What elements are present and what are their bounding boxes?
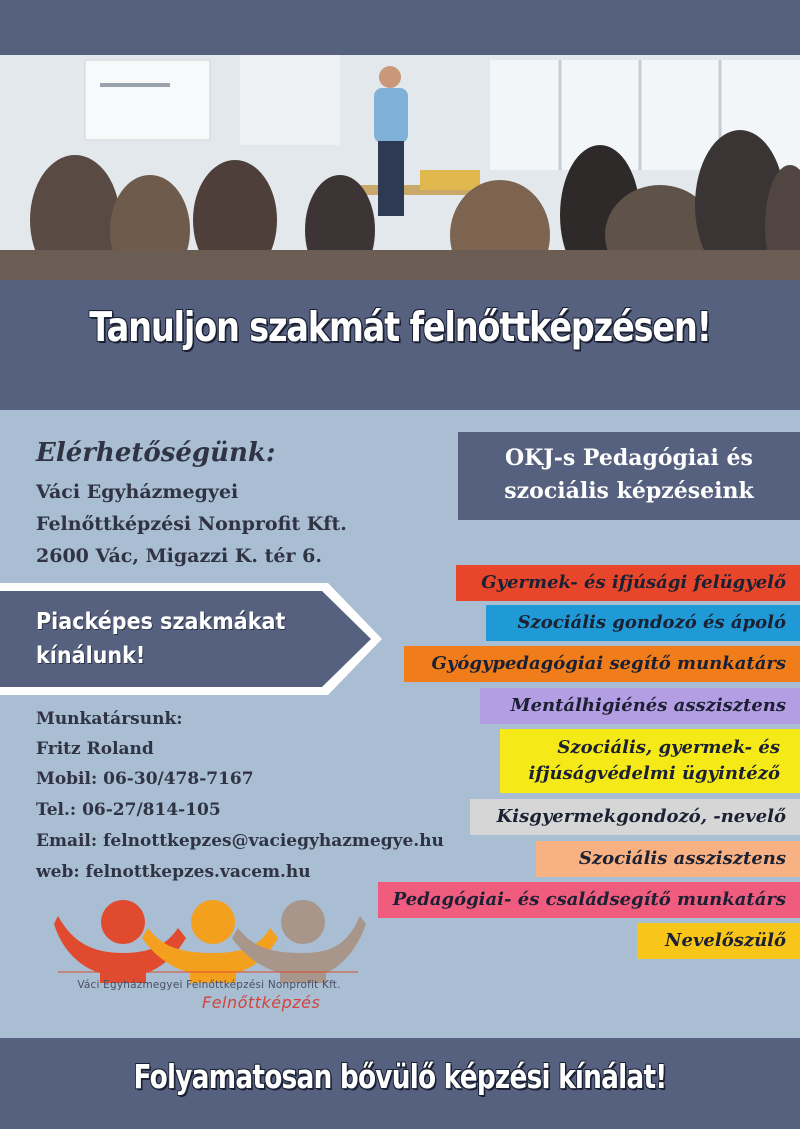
contact-org-line-2: Felnőttképzési Nonprofit Kft.: [36, 513, 347, 535]
okj-box-line-1: OKJ-s Pedagógiai és: [505, 445, 753, 471]
course-item-8: [378, 882, 800, 918]
logo-org-name: Váci Egyházmegyei Felnőttképzési Nonprofit Kft.: [77, 979, 341, 991]
course-label: Szociális asszisztens: [578, 848, 786, 869]
course-label: Gyógypedagógiai segítő munkatárs: [431, 653, 786, 674]
contact-org-line-1: Váci Egyházmegyei: [36, 481, 239, 503]
course-item-3: [404, 646, 800, 682]
course-item-1: [456, 565, 800, 601]
course-item-5: [500, 729, 800, 793]
course-item-7: [536, 841, 800, 877]
okj-box-line-2: szociális képzéseink: [504, 478, 754, 504]
contact-address: 2600 Vác, Migazzi K. tér 6.: [36, 545, 322, 567]
top-band: [0, 0, 800, 55]
course-label: Gyermek- és ifjúsági felügyelő: [481, 572, 786, 593]
arrow-line-1: Piacképes szakmákat: [36, 609, 286, 635]
headline: Tanuljon szakmát felnőttképzésen!: [89, 303, 711, 351]
okj-courses-box: [458, 432, 800, 520]
course-item-4: [480, 688, 800, 724]
staff-phone: Tel.: 06-27/814-105: [36, 800, 221, 820]
course-label: Pedagógiai- és családsegítő munkatárs: [392, 889, 786, 910]
course-label: Szociális gondozó és ápoló: [517, 612, 786, 633]
staff-mobile: Mobil: 06-30/478-7167: [36, 769, 254, 789]
classroom-photo: [0, 55, 800, 280]
course-label: Szociális, gyermek- és: [557, 737, 780, 758]
staff-email[interactable]: Email: felnottkepzes@vaciegyhazmegye.hu: [36, 831, 444, 851]
staff-web[interactable]: web: felnottkepzes.vacem.hu: [36, 862, 311, 882]
logo-figure-orange: [142, 900, 278, 983]
course-label-line-2: ifjúságvédelmi ügyintéző: [528, 763, 780, 784]
staff-name: Fritz Roland: [36, 739, 154, 759]
arrow-line-2: kínálunk!: [36, 643, 146, 669]
course-item-2: [486, 605, 800, 641]
course-item-6: [470, 799, 800, 835]
course-label: Kisgyermekgondozó, -nevelő: [496, 806, 786, 827]
logo-figure-grey: [232, 900, 366, 983]
course-item-9: [637, 923, 800, 959]
staff-label: Munkatársunk:: [36, 709, 183, 729]
logo-brand-name: Felnőttképzés: [202, 993, 321, 1012]
logo-figure-red: [54, 900, 186, 983]
course-label: Nevelőszülő: [665, 930, 786, 951]
arrow-banner-text: [36, 605, 306, 673]
course-label: Mentálhigiénés asszisztens: [510, 695, 786, 716]
footer-slogan: Folyamatosan bővülő képzési kínálat!: [133, 1057, 667, 1096]
contact-heading: Elérhetőségünk:: [36, 438, 276, 468]
